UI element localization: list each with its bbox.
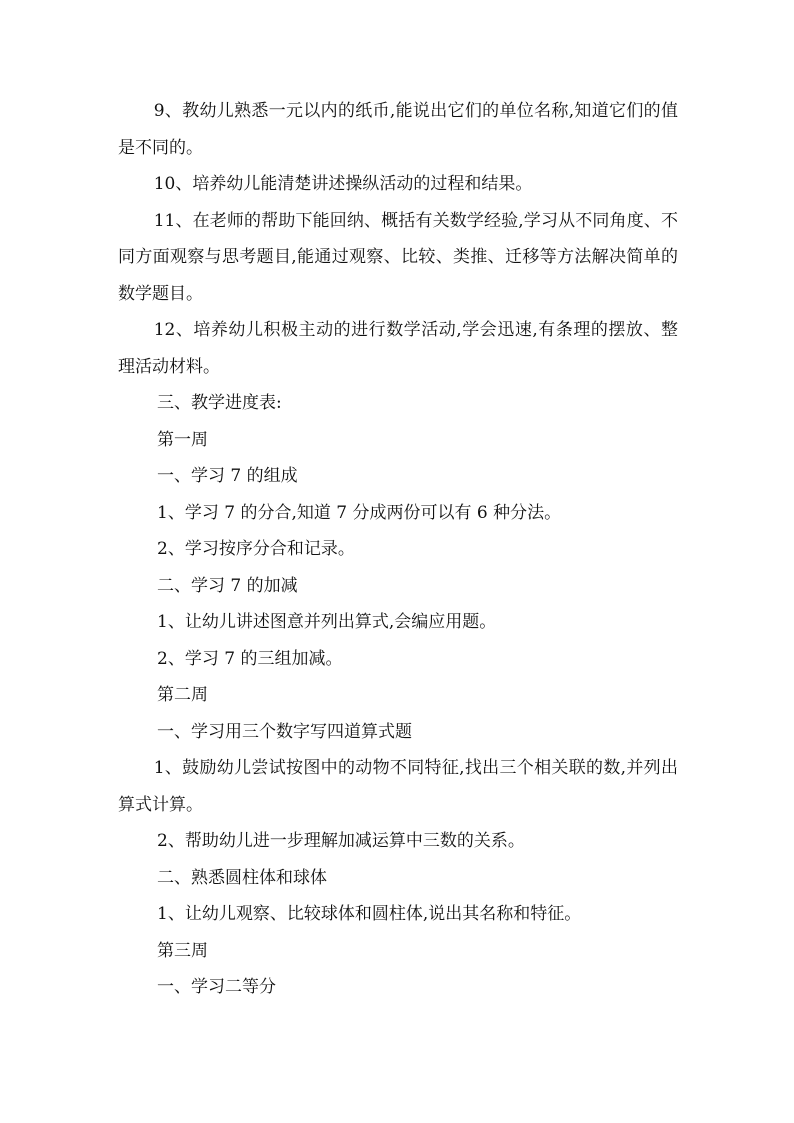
- list-item: 2、学习 7 的三组加减。: [157, 648, 343, 669]
- list-item: 1、鼓励幼儿尝试按图中的动物不同特征,找出三个相关联的数,并列出算式计算。: [118, 758, 678, 815]
- paragraph-item-9: 9、教幼儿熟悉一元以内的纸币,能说出它们的单位名称,知道它们的值是不同的。: [118, 101, 678, 158]
- paragraph-item-11: 11、在老师的帮助下能回纳、概括有关数学经验,学习从不同角度、不同方面观察与思考题目,能通过观察、比较、类推、迁移等方法解决简单的数学题目。: [118, 210, 678, 304]
- list-item: 1、让幼儿讲述图意并列出算式,会编应用题。: [157, 612, 497, 632]
- week-heading-3: 第三周: [157, 940, 208, 961]
- topic-heading: 二、学习 7 的加减: [157, 575, 298, 596]
- paragraph-item-10: 10、培养幼儿能清楚讲述操纵活动的过程和结果。: [153, 174, 533, 194]
- topic-heading: 一、学习二等分: [157, 977, 276, 997]
- topic-heading: 二、熟悉圆柱体和球体: [157, 867, 327, 888]
- list-item: 2、学习按序分合和记录。: [157, 539, 355, 559]
- week-heading-1: 第一周: [157, 429, 208, 450]
- week-heading-2: 第二周: [157, 685, 208, 705]
- list-item: 1、让幼儿观察、比较球体和圆柱体,说出其名称和特征。: [157, 904, 582, 924]
- list-item: 2、帮助幼儿进一步理解加减运算中三数的关系。: [157, 831, 525, 851]
- section-heading-schedule: 三、教学进度表:: [157, 393, 282, 413]
- list-item: 1、学习 7 的分合,知道 7 分成两份可以有 6 种分法。: [157, 502, 562, 523]
- paragraph-item-12: 12、培养幼儿积极主动的进行数学活动,学会迅速,有条理的摆放、整理活动材料。: [118, 320, 678, 377]
- topic-heading: 一、学习 7 的组成: [157, 466, 298, 486]
- topic-heading: 一、学习用三个数字写四道算式题: [157, 721, 412, 742]
- document-body: [118, 93, 678, 1006]
